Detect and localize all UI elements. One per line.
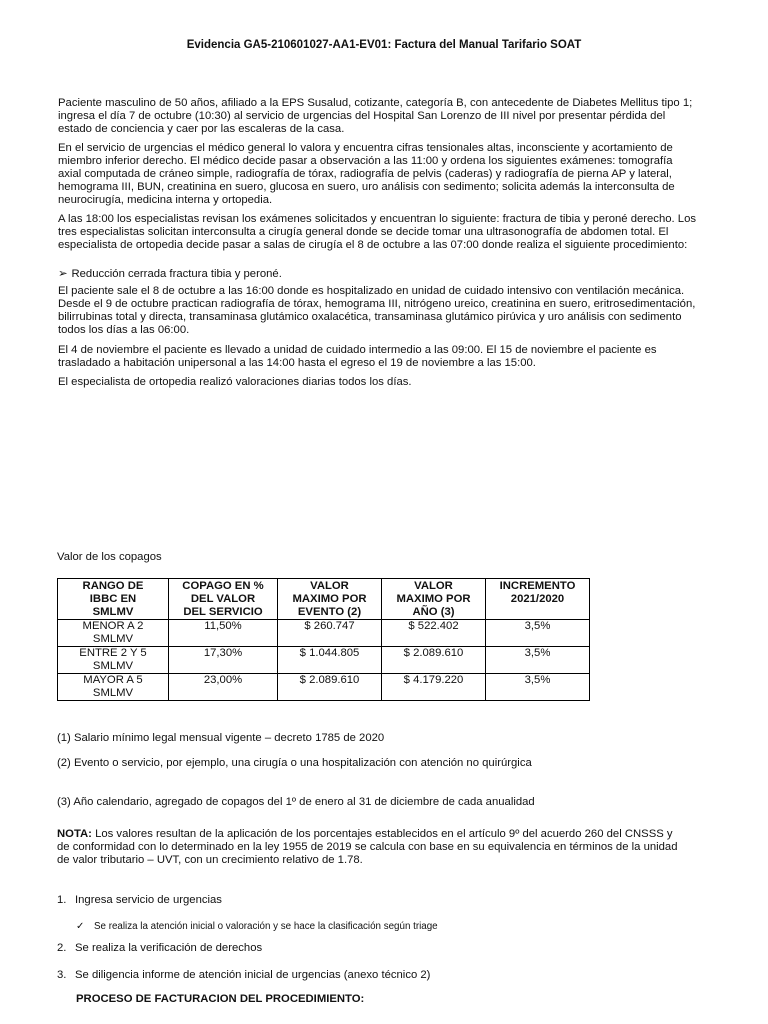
table-cell: $ 2.089.610 [278, 674, 382, 701]
case-paragraph-3: A las 18:00 los especialistas revisan los exámenes solicitados y encuentran lo siguiente: fractura de tibia y peroné derecho. Los tres especialistas solicitan interconsulta a cirugía general donde se decide tomar una ultrasonografía de abdomen total. El especialista de ortopedia decide pasar a salas de cirugía el 8 de octubre a las 07:00 donde realiza el siguiente procedimiento: [58, 213, 697, 251]
table-cell: $ 260.747 [278, 620, 382, 647]
table-header-cell: VALOR MAXIMO POR AÑO (3) [382, 579, 486, 620]
table-row [58, 620, 590, 647]
table-cell: 3,5% [486, 674, 590, 701]
table-header-cell: INCREMENTO 2021/2020 [486, 579, 590, 620]
checkmark-icon: ✓ [76, 921, 85, 932]
sub-step [76, 920, 438, 933]
nota-text: Los valores resultan de la aplicación de los porcentajes establecidos en el artículo 9º del acuerdo 260 del CNSSS y de conformidad con lo determinado en la ley 1955 de 2019 se calcula con base en su equivalencia en términos de la unidad de valor tributario – UVT, con un crecimiento relativo de 1.78. [57, 828, 678, 866]
nota-label: NOTA: [57, 828, 92, 840]
document-title: Evidencia GA5-210601027-AA1-EV01: Factura del Manual Tarifario SOAT [186, 39, 582, 51]
procedure-bullet [58, 268, 282, 281]
sub-step-text: Se realiza la atención inicial o valoración y se hace la clasificación según triage [94, 921, 438, 932]
copagos-table [57, 578, 590, 701]
step-number: 1. [57, 894, 67, 906]
step-text: Se realiza la verificación de derechos [75, 942, 263, 954]
procedure-text: Reducción cerrada fractura tibia y peroné. [71, 268, 282, 280]
table-cell: 3,5% [486, 647, 590, 674]
step-text: Se diligencia informe de atención inicial de urgencias (anexo técnico 2) [75, 969, 431, 981]
table-header-row [58, 579, 590, 620]
table-header-cell: VALOR MAXIMO POR EVENTO (2) [278, 579, 382, 620]
step-number: 3. [57, 969, 67, 981]
step-3 [57, 969, 430, 982]
case-paragraph-1: Paciente masculino de 50 años, afiliado a la EPS Susalud, cotizante, categoría B, con antecedente de Diabetes Mellitus tipo 1; ingresa el día 7 de octubre (10:30) al servicio de urgencias del Hospital San Lorenzo de III nivel por presentar pérdida del estado de conciencia y caer por las escaleras de la casa. [58, 97, 693, 135]
case-paragraph-2: En el servicio de urgencias el médico general lo valora y encuentra cifras tensionales altas, inconsciente y acortamiento de miembro inferior derecho. El médico decide pasar a observación a las 11:00 y ordena los siguientes exámenes: tomografía axial computada de cráneo simple, radiografía de tórax, radiografía de pelvis (caderas) y radiografía de pierna AP y lateral, hemograma III, BUN, creatinina en suero, glucosa en suero, uro análisis con sedimento; solicita además la interconsulta de neurocirugía, medicina interna y ortopedia. [58, 142, 675, 206]
table-header-cell: COPAGO EN % DEL VALOR DEL SERVICIO [169, 579, 278, 620]
table-cell: $ 2.089.610 [382, 647, 486, 674]
footnote-3: (3) Año calendario, agregado de copagos del 1º de enero al 31 de diciembre de cada anualidad [57, 796, 535, 808]
case-paragraph-5: El 4 de noviembre el paciente es llevado a unidad de cuidado intermedio a las 09:00. El 15 de noviembre el paciente es trasladado a habitación unipersonal a las 14:00 hasta el egreso el 19 de noviembre a las 15:00. [58, 344, 657, 369]
table-cell: 3,5% [486, 620, 590, 647]
table-header-cell: RANGO DE IBBC EN SMLMV [58, 579, 169, 620]
footnote-2: (2) Evento o servicio, por ejemplo, una cirugía o una hospitalización con atención no quirúrgica [57, 757, 532, 769]
table-cell: 17,30% [169, 647, 278, 674]
table-cell: $ 522.402 [382, 620, 486, 647]
table-cell: MENOR A 2 SMLMV [58, 620, 169, 647]
copagos-heading: Valor de los copagos [57, 551, 162, 563]
table-row [58, 674, 590, 701]
table-cell: ENTRE 2 Y 5 SMLMV [58, 647, 169, 674]
step-text: Ingresa servicio de urgencias [75, 894, 222, 906]
table-cell: $ 1.044.805 [278, 647, 382, 674]
step-number: 2. [57, 942, 67, 954]
table-row [58, 647, 590, 674]
nota-paragraph [57, 828, 687, 867]
case-paragraph-6: El especialista de ortopedia realizó valoraciones diarias todos los días. [58, 376, 412, 388]
step-2 [57, 942, 262, 955]
arrow-bullet-icon: ➢ [58, 268, 68, 280]
table-cell: 11,50% [169, 620, 278, 647]
step-1 [57, 894, 222, 907]
table-cell: $ 4.179.220 [382, 674, 486, 701]
table-cell: MAYOR A 5 SMLMV [58, 674, 169, 701]
section-heading: PROCESO DE FACTURACION DEL PROCEDIMIENTO: [76, 993, 365, 1005]
footnote-1: (1) Salario mínimo legal mensual vigente – decreto 1785 de 2020 [57, 732, 385, 744]
case-paragraph-4: El paciente sale el 8 de octubre a las 16:00 donde es hospitalizado en unidad de cuidado intensivo con ventilación mecánica. Desde el 9 de octubre practican radiografía de tórax, hemograma III, nitrógeno ureico, creatinina en suero, eritrosedimentación, bilirrubinas total y directa, transaminasa glutámico oxalacética, transaminasa glutámico pirúvica y uro análisis con sedimento todos los días a las 06:00. [58, 285, 696, 336]
table-cell: 23,00% [169, 674, 278, 701]
